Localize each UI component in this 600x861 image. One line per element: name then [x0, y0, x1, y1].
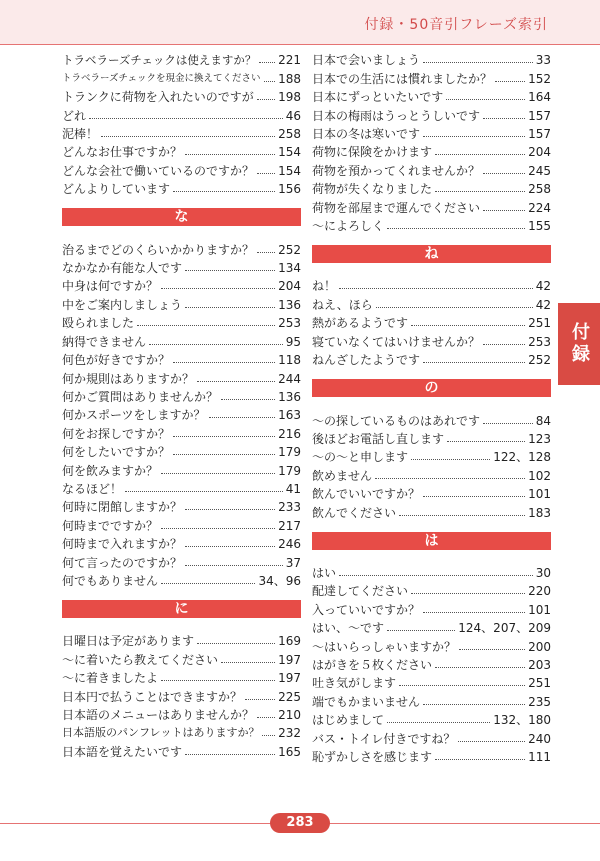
- index-entry: [62, 722, 301, 740]
- entry-page-number: 235: [528, 694, 551, 709]
- index-entry: [312, 617, 551, 635]
- page-header-title: 付録・50音引フレーズ索引: [364, 17, 548, 33]
- entry-page-number: 224: [528, 200, 551, 215]
- entry-phrase: ～はいらっしゃいますか？: [312, 639, 457, 654]
- entry-page-number: 155: [528, 219, 551, 234]
- entry-phrase: 飲んでください: [312, 505, 397, 520]
- entry-phrase: 何か規則はありますか？: [62, 371, 195, 386]
- entry-phrase: ～に着いたら教えてください: [62, 652, 219, 667]
- dot-leader: [161, 288, 275, 289]
- entry-phrase: ～の～と申します: [312, 450, 409, 465]
- entry-phrase: ねえ、ほら: [312, 297, 373, 312]
- entry-page-number: 41: [285, 481, 301, 496]
- index-entry: [312, 349, 551, 367]
- dot-leader: [173, 436, 275, 437]
- entry-phrase: 日本にずっといたいです: [312, 90, 444, 105]
- entry-page-number: 252: [278, 242, 301, 257]
- index-entry: [312, 464, 551, 482]
- dot-leader: [483, 423, 533, 424]
- entry-page-number: 46: [285, 108, 301, 123]
- entry-page-number: 42: [535, 297, 551, 312]
- dot-leader: [161, 528, 275, 529]
- entry-phrase: 日本語を覚えたいです: [62, 744, 183, 759]
- index-entry: [62, 141, 301, 159]
- index-entry: [62, 123, 301, 141]
- dot-leader: [399, 515, 525, 516]
- entry-page-number: 111: [528, 750, 551, 764]
- entry-phrase: 納得できません: [62, 334, 147, 349]
- entry-page-number: 233: [278, 500, 301, 515]
- index-entry: [312, 501, 551, 519]
- entry-phrase: ～によろしく: [312, 219, 385, 234]
- dot-leader: [339, 288, 533, 289]
- entry-phrase: 荷物を部屋まで運んでください: [312, 200, 481, 215]
- entry-phrase: どれ: [62, 108, 87, 123]
- entry-page-number: 152: [528, 71, 551, 86]
- entry-page-number: 217: [278, 518, 301, 533]
- entry-page-number: 165: [278, 744, 301, 759]
- dot-leader: [423, 612, 525, 613]
- entry-page-number: 163: [278, 408, 301, 423]
- index-entry: [312, 293, 551, 311]
- entry-list: [312, 409, 551, 519]
- dot-leader: [411, 459, 490, 460]
- index-entry: [62, 49, 301, 67]
- entry-phrase: なるほど！: [62, 481, 123, 496]
- dot-leader: [209, 417, 276, 418]
- index-entry: [312, 690, 551, 708]
- dot-leader: [387, 722, 490, 723]
- dot-leader: [447, 441, 525, 442]
- dot-leader: [387, 228, 525, 229]
- entry-page-number: 34、96: [258, 573, 301, 588]
- entry-phrase: 日曜日は予定があります: [62, 634, 195, 649]
- entry-phrase: なかなか有能な人です: [62, 261, 183, 276]
- entry-page-number: 84: [535, 413, 551, 428]
- entry-page-number: 221: [278, 53, 301, 68]
- dot-leader: [185, 154, 275, 155]
- index-entry: [312, 409, 551, 427]
- dot-leader: [161, 473, 275, 474]
- index-entry: [312, 196, 551, 214]
- entry-phrase: 中身は何ですか？: [62, 279, 159, 294]
- header-divider: [0, 44, 600, 45]
- entry-phrase: トラベラーズチェックを現金に換えてください: [62, 72, 261, 84]
- index-entry: [62, 441, 301, 459]
- entry-list: [312, 275, 551, 367]
- entry-phrase: 日本の梅雨はうっとうしいです: [312, 108, 481, 123]
- entry-phrase: 荷物に保険をかけます: [312, 145, 433, 160]
- index-entry: [62, 238, 301, 256]
- entry-phrase: 何かスポーツをしますか？: [62, 408, 206, 423]
- index-entry: [312, 428, 551, 446]
- entry-phrase: 後ほどお電話し直します: [312, 431, 445, 446]
- dot-leader: [221, 662, 275, 663]
- dot-leader: [411, 593, 525, 594]
- dot-leader: [483, 210, 525, 211]
- entry-page-number: 252: [528, 353, 551, 368]
- entry-phrase: 治るまでどのくらいかかりますか？: [62, 242, 255, 257]
- index-entry: [62, 533, 301, 551]
- entry-page-number: 188: [278, 71, 301, 86]
- entry-page-number: 197: [278, 671, 301, 686]
- index-entry: [62, 422, 301, 440]
- entry-phrase: どんよりしています: [62, 182, 171, 197]
- dot-leader: [257, 717, 275, 718]
- entry-phrase: 飲んでいいですか？: [312, 487, 421, 502]
- entry-phrase: 日本で会いましょう: [312, 53, 421, 68]
- entry-page-number: 258: [278, 127, 301, 142]
- entry-page-number: 136: [278, 389, 301, 404]
- entry-phrase: ねんざしたようです: [312, 353, 421, 368]
- section-header-no: の: [312, 379, 551, 397]
- entry-list: [312, 49, 551, 233]
- entry-phrase: 荷物を預かってくれませんか？: [312, 163, 481, 178]
- entry-page-number: 33: [535, 53, 551, 68]
- entry-phrase: 何をお探しですか？: [62, 426, 171, 441]
- entry-list: [62, 630, 301, 759]
- section-header-ni: に: [62, 600, 301, 618]
- dot-leader: [423, 496, 525, 497]
- entry-phrase: 荷物が失くなりました: [312, 182, 433, 197]
- entry-page-number: 101: [528, 487, 551, 502]
- dot-leader: [435, 154, 525, 155]
- entry-page-number: 251: [528, 676, 551, 691]
- index-entry: [312, 275, 551, 293]
- index-entry: [62, 86, 301, 104]
- entry-page-number: 124、207、209: [458, 621, 551, 636]
- dot-leader: [483, 118, 525, 119]
- dot-leader: [161, 583, 255, 584]
- index-entry: [62, 159, 301, 177]
- right-column: [312, 49, 551, 764]
- dot-leader: [435, 667, 525, 668]
- index-entry: [312, 598, 551, 616]
- section-header-na: な: [62, 208, 301, 226]
- index-entry: [62, 514, 301, 532]
- appendix-side-tab: 付録: [558, 303, 600, 385]
- entry-phrase: 何でもありません: [62, 573, 159, 588]
- entry-page-number: 258: [528, 182, 551, 197]
- index-entry: [62, 459, 301, 477]
- entry-phrase: 日本円で払うことはできますか？: [62, 689, 243, 704]
- entry-page-number: 102: [528, 468, 551, 483]
- dot-leader: [483, 173, 525, 174]
- index-entry: [312, 727, 551, 745]
- entry-phrase: 日本の冬は寒いです: [312, 127, 421, 142]
- entry-page-number: 134: [278, 261, 301, 276]
- entry-phrase: 熱があるようです: [312, 316, 409, 331]
- dot-leader: [399, 685, 525, 686]
- index-entry: [312, 635, 551, 653]
- entry-phrase: トランクに荷物を入れたいのですが: [62, 90, 254, 105]
- index-entry: [62, 667, 301, 685]
- index-entry: [62, 551, 301, 569]
- entry-page-number: 123: [528, 431, 551, 446]
- dot-leader: [375, 478, 525, 479]
- dot-leader: [125, 491, 283, 492]
- index-entry: [62, 367, 301, 385]
- dot-leader: [257, 252, 275, 253]
- entry-page-number: 246: [278, 537, 301, 552]
- dot-leader: [161, 680, 275, 681]
- index-entry: [312, 654, 551, 672]
- entry-page-number: 95: [285, 334, 301, 349]
- dot-leader: [423, 62, 533, 63]
- entry-phrase: 泥棒！: [62, 127, 99, 142]
- entry-page-number: 179: [278, 445, 301, 460]
- entry-page-number: 216: [278, 426, 301, 441]
- index-entry: [62, 704, 301, 722]
- index-entry: [62, 496, 301, 514]
- entry-page-number: 122、128: [493, 450, 551, 465]
- index-entry: [312, 104, 551, 122]
- dot-leader: [458, 741, 525, 742]
- index-entry: [312, 123, 551, 141]
- entry-phrase: 何て言ったのですか？: [62, 555, 183, 570]
- index-entry: [62, 312, 301, 330]
- index-entry: [62, 293, 301, 311]
- dot-leader: [149, 344, 283, 345]
- dot-leader: [495, 81, 525, 82]
- entry-phrase: ～の探しているものはあれです: [312, 413, 481, 428]
- entry-phrase: 殴られました: [62, 316, 135, 331]
- entry-page-number: 253: [528, 334, 551, 349]
- dot-leader: [197, 381, 275, 382]
- entry-phrase: 日本語のメニューはありませんか？: [62, 708, 255, 722]
- index-entry: [312, 215, 551, 233]
- dot-leader: [185, 546, 275, 547]
- section-header-ha: は: [312, 532, 551, 550]
- index-entry: [312, 580, 551, 598]
- entry-phrase: どんな会社で働いているのですか？: [62, 163, 255, 178]
- dot-leader: [435, 759, 525, 760]
- dot-leader: [435, 191, 525, 192]
- entry-page-number: 253: [278, 316, 301, 331]
- entry-phrase: ～に着きましたよ: [62, 671, 159, 686]
- index-entry: [312, 446, 551, 464]
- index-entry: [62, 104, 301, 122]
- index-entry: [62, 570, 301, 588]
- entry-phrase: 日本での生活には慣れましたか？: [312, 71, 493, 86]
- entry-phrase: 何時までですか？: [62, 518, 159, 533]
- entry-phrase: 何かご質問はありませんか？: [62, 389, 219, 404]
- entry-phrase: トラベラーズチェックは使えますか？: [62, 53, 257, 68]
- entry-list: [62, 49, 301, 196]
- entry-page-number: 156: [278, 182, 301, 197]
- entry-page-number: 251: [528, 316, 551, 331]
- index-entry: [312, 709, 551, 727]
- index-entry: [312, 49, 551, 67]
- entry-phrase: どんなお仕事ですか？: [62, 145, 183, 160]
- entry-page-number: 200: [528, 639, 551, 654]
- dot-leader: [185, 270, 275, 271]
- entry-phrase: 吐き気がします: [312, 676, 397, 691]
- entry-phrase: はじめまして: [312, 713, 385, 728]
- index-entry: [62, 257, 301, 275]
- index-entry: [62, 630, 301, 648]
- entry-page-number: 169: [278, 634, 301, 649]
- entry-list: [62, 238, 301, 588]
- index-entry: [312, 141, 551, 159]
- entry-phrase: 配達してください: [312, 584, 409, 599]
- entry-phrase: 寝ていなくてはいけませんか？: [312, 334, 481, 349]
- index-entry: [62, 275, 301, 293]
- entry-phrase: はい: [312, 565, 337, 580]
- page-number-badge: 283: [270, 813, 330, 833]
- entry-phrase: 何時に閉館しますか？: [62, 500, 183, 515]
- entry-phrase: 何を飲みますか？: [62, 463, 159, 478]
- dot-leader: [259, 62, 275, 63]
- index-entry: [62, 478, 301, 496]
- dot-leader: [339, 575, 533, 576]
- dot-leader: [423, 136, 525, 137]
- section-header-ne: ね: [312, 245, 551, 263]
- entry-list: [312, 562, 551, 764]
- dot-leader: [376, 307, 533, 308]
- entry-page-number: 132、180: [493, 713, 551, 728]
- dot-leader: [197, 643, 275, 644]
- dot-leader: [173, 191, 275, 192]
- index-entry: [62, 404, 301, 422]
- entry-page-number: 197: [278, 652, 301, 667]
- entry-page-number: 210: [278, 708, 301, 722]
- dot-leader: [185, 565, 283, 566]
- dot-leader: [185, 307, 275, 308]
- dot-leader: [459, 649, 525, 650]
- dot-leader: [185, 754, 275, 755]
- index-entry: [312, 67, 551, 85]
- entry-page-number: 240: [528, 731, 551, 746]
- entry-phrase: 中をご案内しましょう: [62, 297, 183, 312]
- dot-leader: [262, 735, 275, 736]
- entry-page-number: 203: [528, 657, 551, 672]
- dot-leader: [185, 509, 275, 510]
- dot-leader: [423, 704, 525, 705]
- dot-leader: [257, 99, 275, 100]
- entry-phrase: 何時まで入れますか？: [62, 537, 183, 552]
- entry-page-number: 225: [278, 689, 301, 704]
- index-entry: [312, 483, 551, 501]
- entry-page-number: 244: [278, 371, 301, 386]
- entry-page-number: 232: [278, 726, 301, 741]
- dot-leader: [446, 99, 525, 100]
- entry-page-number: 220: [528, 584, 551, 599]
- index-entry: [312, 746, 551, 764]
- index-entry: [312, 562, 551, 580]
- entry-page-number: 136: [278, 297, 301, 312]
- entry-page-number: 154: [278, 145, 301, 160]
- dot-leader: [245, 699, 275, 700]
- entry-page-number: 164: [528, 90, 551, 105]
- entry-page-number: 157: [528, 108, 551, 123]
- index-entry: [312, 312, 551, 330]
- entry-phrase: 飲めません: [312, 468, 373, 483]
- entry-page-number: 30: [535, 565, 551, 580]
- entry-phrase: ね！: [312, 279, 337, 294]
- index-entry: [312, 178, 551, 196]
- entry-page-number: 118: [278, 353, 301, 368]
- index-entry: [312, 672, 551, 690]
- index-entry: [62, 67, 301, 85]
- entry-phrase: 恥ずかしさを感じます: [312, 750, 433, 764]
- index-entry: [62, 685, 301, 703]
- entry-phrase: 何をしたいですか？: [62, 445, 171, 460]
- entry-page-number: 37: [285, 555, 301, 570]
- entry-phrase: 入っていいですか？: [312, 602, 421, 617]
- entry-phrase: バス・トイレ付きですね？: [312, 731, 456, 746]
- entry-page-number: 101: [528, 602, 551, 617]
- entry-phrase: はがきを５枚ください: [312, 657, 433, 672]
- index-entry: [62, 386, 301, 404]
- dot-leader: [173, 362, 275, 363]
- entry-page-number: 204: [278, 279, 301, 294]
- dot-leader: [89, 118, 283, 119]
- entry-page-number: 157: [528, 127, 551, 142]
- dot-leader: [423, 362, 525, 363]
- entry-page-number: 245: [528, 163, 551, 178]
- dot-leader: [221, 399, 275, 400]
- dot-leader: [257, 173, 275, 174]
- dot-leader: [387, 630, 455, 631]
- dot-leader: [483, 344, 525, 345]
- entry-page-number: 179: [278, 463, 301, 478]
- entry-page-number: 42: [535, 279, 551, 294]
- index-entry: [62, 349, 301, 367]
- entry-phrase: 日本語版のパンフレットはありますか？: [62, 726, 260, 740]
- dot-leader: [137, 325, 275, 326]
- index-entry: [62, 648, 301, 666]
- entry-phrase: 何色が好きですか？: [62, 353, 171, 368]
- index-entry: [62, 740, 301, 758]
- entry-page-number: 183: [528, 505, 551, 520]
- entry-page-number: 154: [278, 163, 301, 178]
- dot-leader: [264, 81, 276, 82]
- dot-leader: [411, 325, 525, 326]
- index-entry: [312, 86, 551, 104]
- entry-phrase: はい、～です: [312, 621, 385, 636]
- index-entry: [62, 330, 301, 348]
- index-entry: [62, 178, 301, 196]
- index-entry: [312, 330, 551, 348]
- left-column: [62, 49, 301, 759]
- dot-leader: [173, 454, 275, 455]
- entry-phrase: 端でもかまいません: [312, 694, 421, 709]
- entry-page-number: 204: [528, 145, 551, 160]
- index-entry: [312, 159, 551, 177]
- dot-leader: [101, 136, 275, 137]
- entry-page-number: 198: [278, 90, 301, 105]
